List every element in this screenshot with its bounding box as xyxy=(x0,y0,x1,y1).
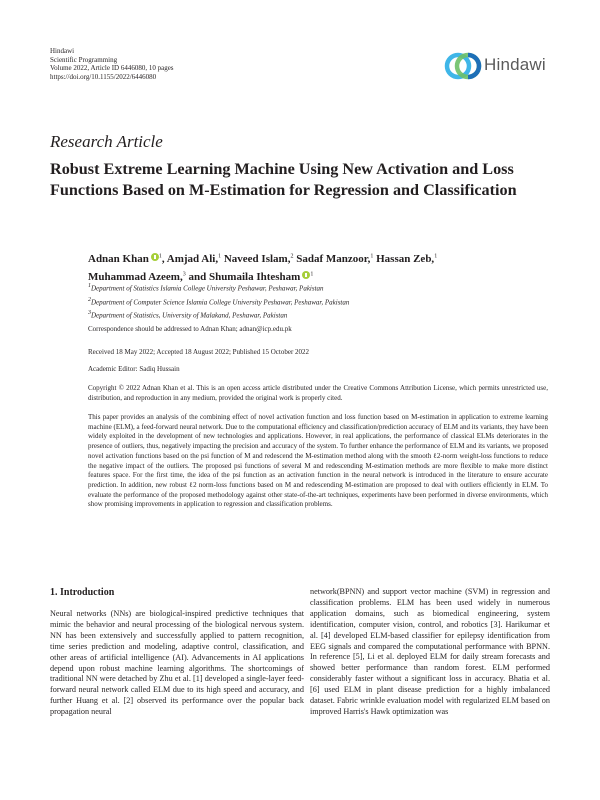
affiliation-number: 1 xyxy=(88,283,91,289)
author-name-text: Hassan Zeb, xyxy=(376,252,435,265)
author-name xyxy=(296,253,373,265)
doi-link[interactable]: https://doi.org/10.1155/2022/6446080 xyxy=(50,72,157,81)
affiliation-marker: 1 xyxy=(310,271,314,278)
affiliation-list xyxy=(88,281,349,322)
journal-name: Scientific Programming xyxy=(50,55,118,64)
author-list xyxy=(88,248,558,285)
orcid-icon[interactable] xyxy=(302,271,310,279)
author-name xyxy=(88,253,165,265)
separator: , xyxy=(161,252,165,265)
section-heading: 1. Introduction xyxy=(50,587,115,598)
correspondence-note: Correspondence should be addressed to Adnan Khan; adnan@icp.edu.pk xyxy=(88,325,292,333)
affiliation-marker: 1 xyxy=(434,253,438,259)
author-name-text: and Shumaila Ihtesham xyxy=(188,271,301,284)
author-name xyxy=(376,253,437,265)
author-name-text: Adnan Khan xyxy=(88,252,149,265)
logo-wordmark: Hindawi xyxy=(484,55,546,74)
abstract: This paper provides an analysis of the combining effect of novel activation function and loss function based on M-estimation in application to extreme learning machine (ELM), a feed-forward neural network. Due to the computational efficiency and classification/prediction accuracy of ELM and its variants, they have been widely exploited in the development of new technologies and applications. However, in real applications, the performance of classical ELMs deteriorates in the presence of outliers, thus, negatively impacting the precision and accuracy of the system. To further enhance the performance of ELM and its variants, we proposed novel activation functions based on the psi function of M and redescend the M-estimation method along with the smooth ℓ2-norm weight-loss functions to reduce the negative impact of the outliers. The proposed psi functions of several M and redescending M-estimation methods are more flexible to make more distinct features space. For the first time, the idea of the psi function as an activation function in the neural network is introduced in the literature to ensure accurate prediction. In addition, new robust ℓ2 norm-loss functions based on M and redescending M-estimation are proposed to deal with outliers efficiently in ELM. To evaluate the performance of the proposed methodology against other state-of-the-art techniques, experiments have been performed in diverse environments, which show promising improvements in application to regression and classification problems. xyxy=(88,413,548,509)
author-name xyxy=(224,253,294,265)
copyright-notice: Copyright © 2022 Adnan Khan et al. This is an open access article distributed under the Creative Commons Attribution License, which permits unrestricted use, distribution, and reproduction in any medium, provided the original work is properly cited. xyxy=(88,384,548,402)
affiliation xyxy=(88,281,349,295)
paragraph: network(BPNN) and support vector machine (SVM) in regression and classification problems. ELM has been used widely in numerous application domains, such as biomedical engineering, system identification, computer vision, control, and robotics [3]. Harikumar et al. [4] developed ELM-based classifier for epilepsy identification from EEG signals and compared the computational performance with BPNN. In reference [5], Li et al. deployed ELM for daily stream forecasts and showed better performance than random forest. ELM performed considerably faster without a significant loss in accuracy. Bhatia et al. [6] used ELM in plant disease prediction for a highly imbalanced dataset. Fabric wrinkle evaluation model with regularized ELM based on improved Harris's Hawk optimization was xyxy=(310,587,550,716)
affiliation-marker: 3 xyxy=(182,271,186,278)
affiliation-text: Department of Computer Science Islamia College University Peshawar, Peshawar, Pakistan xyxy=(91,297,350,306)
affiliation xyxy=(88,295,349,309)
affiliation-marker: 1 xyxy=(370,253,374,259)
academic-editor: Academic Editor: Sadiq Hussain xyxy=(88,365,180,373)
paper-title: Robust Extreme Learning Machine Using New Activation and Loss Functions Based on M-Estimation for Regression and Classification xyxy=(50,160,517,199)
publisher-name: Hindawi xyxy=(50,47,75,55)
affiliation xyxy=(88,308,349,322)
paragraph: Neural networks (NNs) are biological-inspired predictive techniques that mimic the behavior and neural processing of the biological nervous system. NN has been extensively and successfully applied to pattern recognition, time series prediction and modeling, adaptive control, classification, and other areas of artificial intelligence (AI). Advancements in AI applications depend upon robust machine learning algorithms. The shortcomings of traditional NN were detached by Zhu et al. [1] developed a single-layer feed-forward neural network called ELM due to its high speed and accuracy, and further Huang et al. [2] observed its performance over the popular back propagation neural xyxy=(50,609,304,717)
author-name-text: Amjad Ali, xyxy=(166,252,219,265)
affiliation-text: Department of Statistics Islamia College University Peshawar, Peshawar, Pakistan xyxy=(91,284,324,293)
author-name xyxy=(167,253,221,265)
body-column-left xyxy=(50,609,304,718)
affiliation-marker: 1 xyxy=(218,253,222,259)
affiliation-number: 2 xyxy=(88,296,91,303)
volume-info: Volume 2022, Article ID 6446080, 10 pages xyxy=(50,64,174,73)
affiliation-number: 3 xyxy=(88,310,91,317)
orcid-icon[interactable] xyxy=(151,253,159,261)
affiliation-marker: 1 xyxy=(158,253,162,259)
publication-dates: Received 18 May 2022; Accepted 18 August 2022; Published 15 October 2022 xyxy=(88,348,310,356)
affiliation-marker: 2 xyxy=(290,253,294,259)
author-name-text: Sadaf Manzoor, xyxy=(296,252,371,265)
author-name-text: Muhammad Azeem, xyxy=(88,271,183,284)
body-column-right xyxy=(310,587,550,718)
author-name-text: Naveed Islam, xyxy=(223,252,291,265)
article-type: Research Article xyxy=(50,132,163,151)
affiliation-text: Department of Statistics, University of Malakand, Peshawar, Pakistan xyxy=(91,311,288,320)
journal-masthead xyxy=(50,47,174,81)
